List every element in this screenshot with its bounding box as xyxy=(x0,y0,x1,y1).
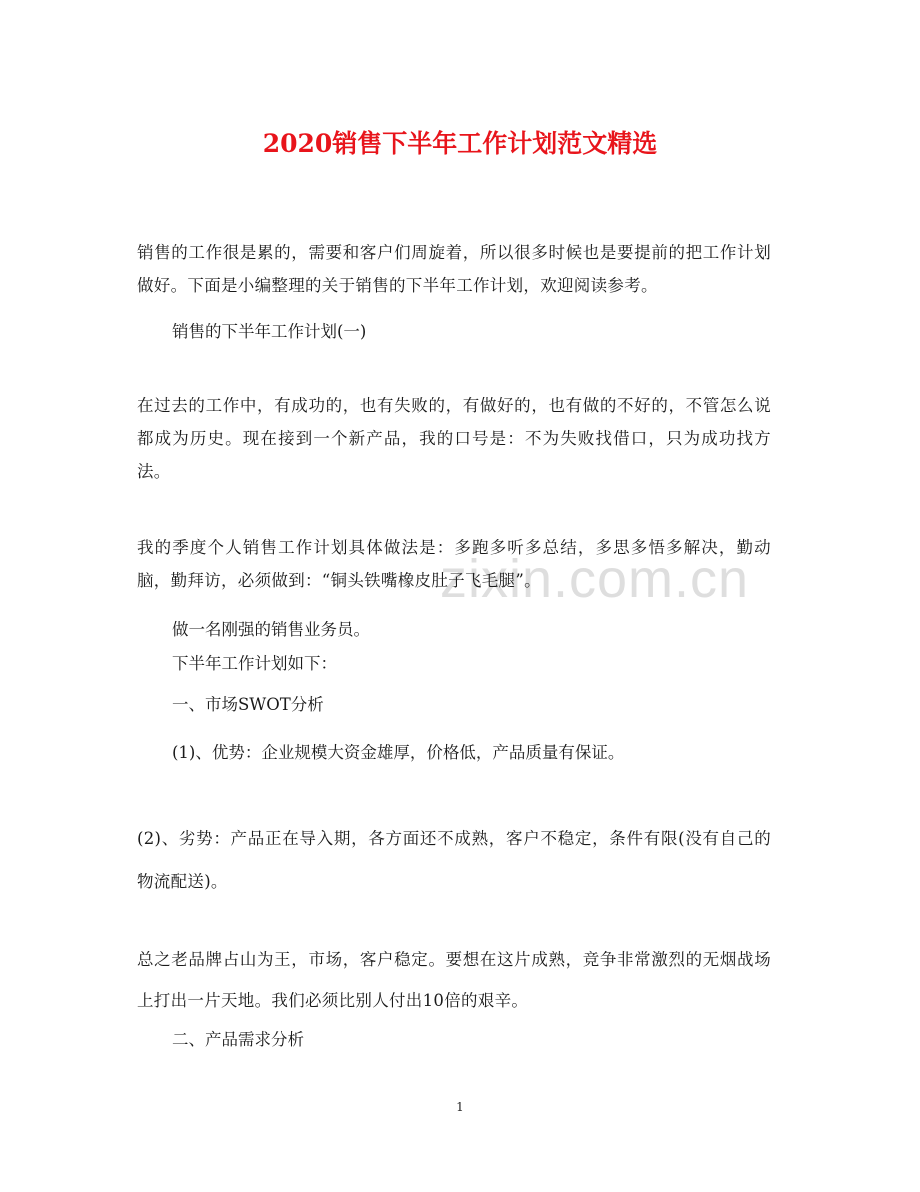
paragraph-summary: 总之老品牌占山为王，市场，客户稳定。要想在这片成熟，竞争非常激烈的无烟战场上打出一片天地。我们必须比别人付出10倍的艰辛。 xyxy=(137,950,771,1010)
paragraph-method: 我的季度个人销售工作计划具体做法是：多跑多听多总结，多思多悟多解决，勤动脑，勤拜访，必须做到：“铜头铁嘴橡皮肚子飞毛腿”。 xyxy=(137,538,771,590)
item-weakness: (2)、劣势：产品正在导入期，各方面还不成熟，客户不稳定，条件有限(没有自己的物流配送)。 xyxy=(137,829,771,891)
page-number: 1 xyxy=(456,1100,464,1114)
heading-swot: 一、市场SWOT分析 xyxy=(172,695,324,714)
paragraph-history: 在过去的工作中，有成功的，也有失败的，有做好的，也有做的不好的，不管怎么说都成为历史。现在接到一个新产品，我的口号是：不为失败找借口，只为成功找方法。 xyxy=(137,396,771,481)
item-strength: (1)、优势：企业规模大资金雄厚，价格低，产品质量有保证。 xyxy=(172,743,625,762)
line-plan: 下半年工作计划如下： xyxy=(172,654,337,673)
heading-demand: 二、产品需求分析 xyxy=(172,1030,304,1049)
watermark: zixin.com.cn xyxy=(440,549,750,609)
document-title: 2020销售下半年工作计划范文精选 xyxy=(262,129,658,158)
section-heading: 销售的下半年工作计划(一) xyxy=(172,322,367,341)
line-salesman: 做一名刚强的销售业务员。 xyxy=(172,620,370,639)
intro-paragraph: 销售的工作很是累的，需要和客户们周旋着，所以很多时候也是要提前的把工作计划做好。下面是小编整理的关于销售的下半年工作计划，欢迎阅读参考。 xyxy=(137,243,771,295)
